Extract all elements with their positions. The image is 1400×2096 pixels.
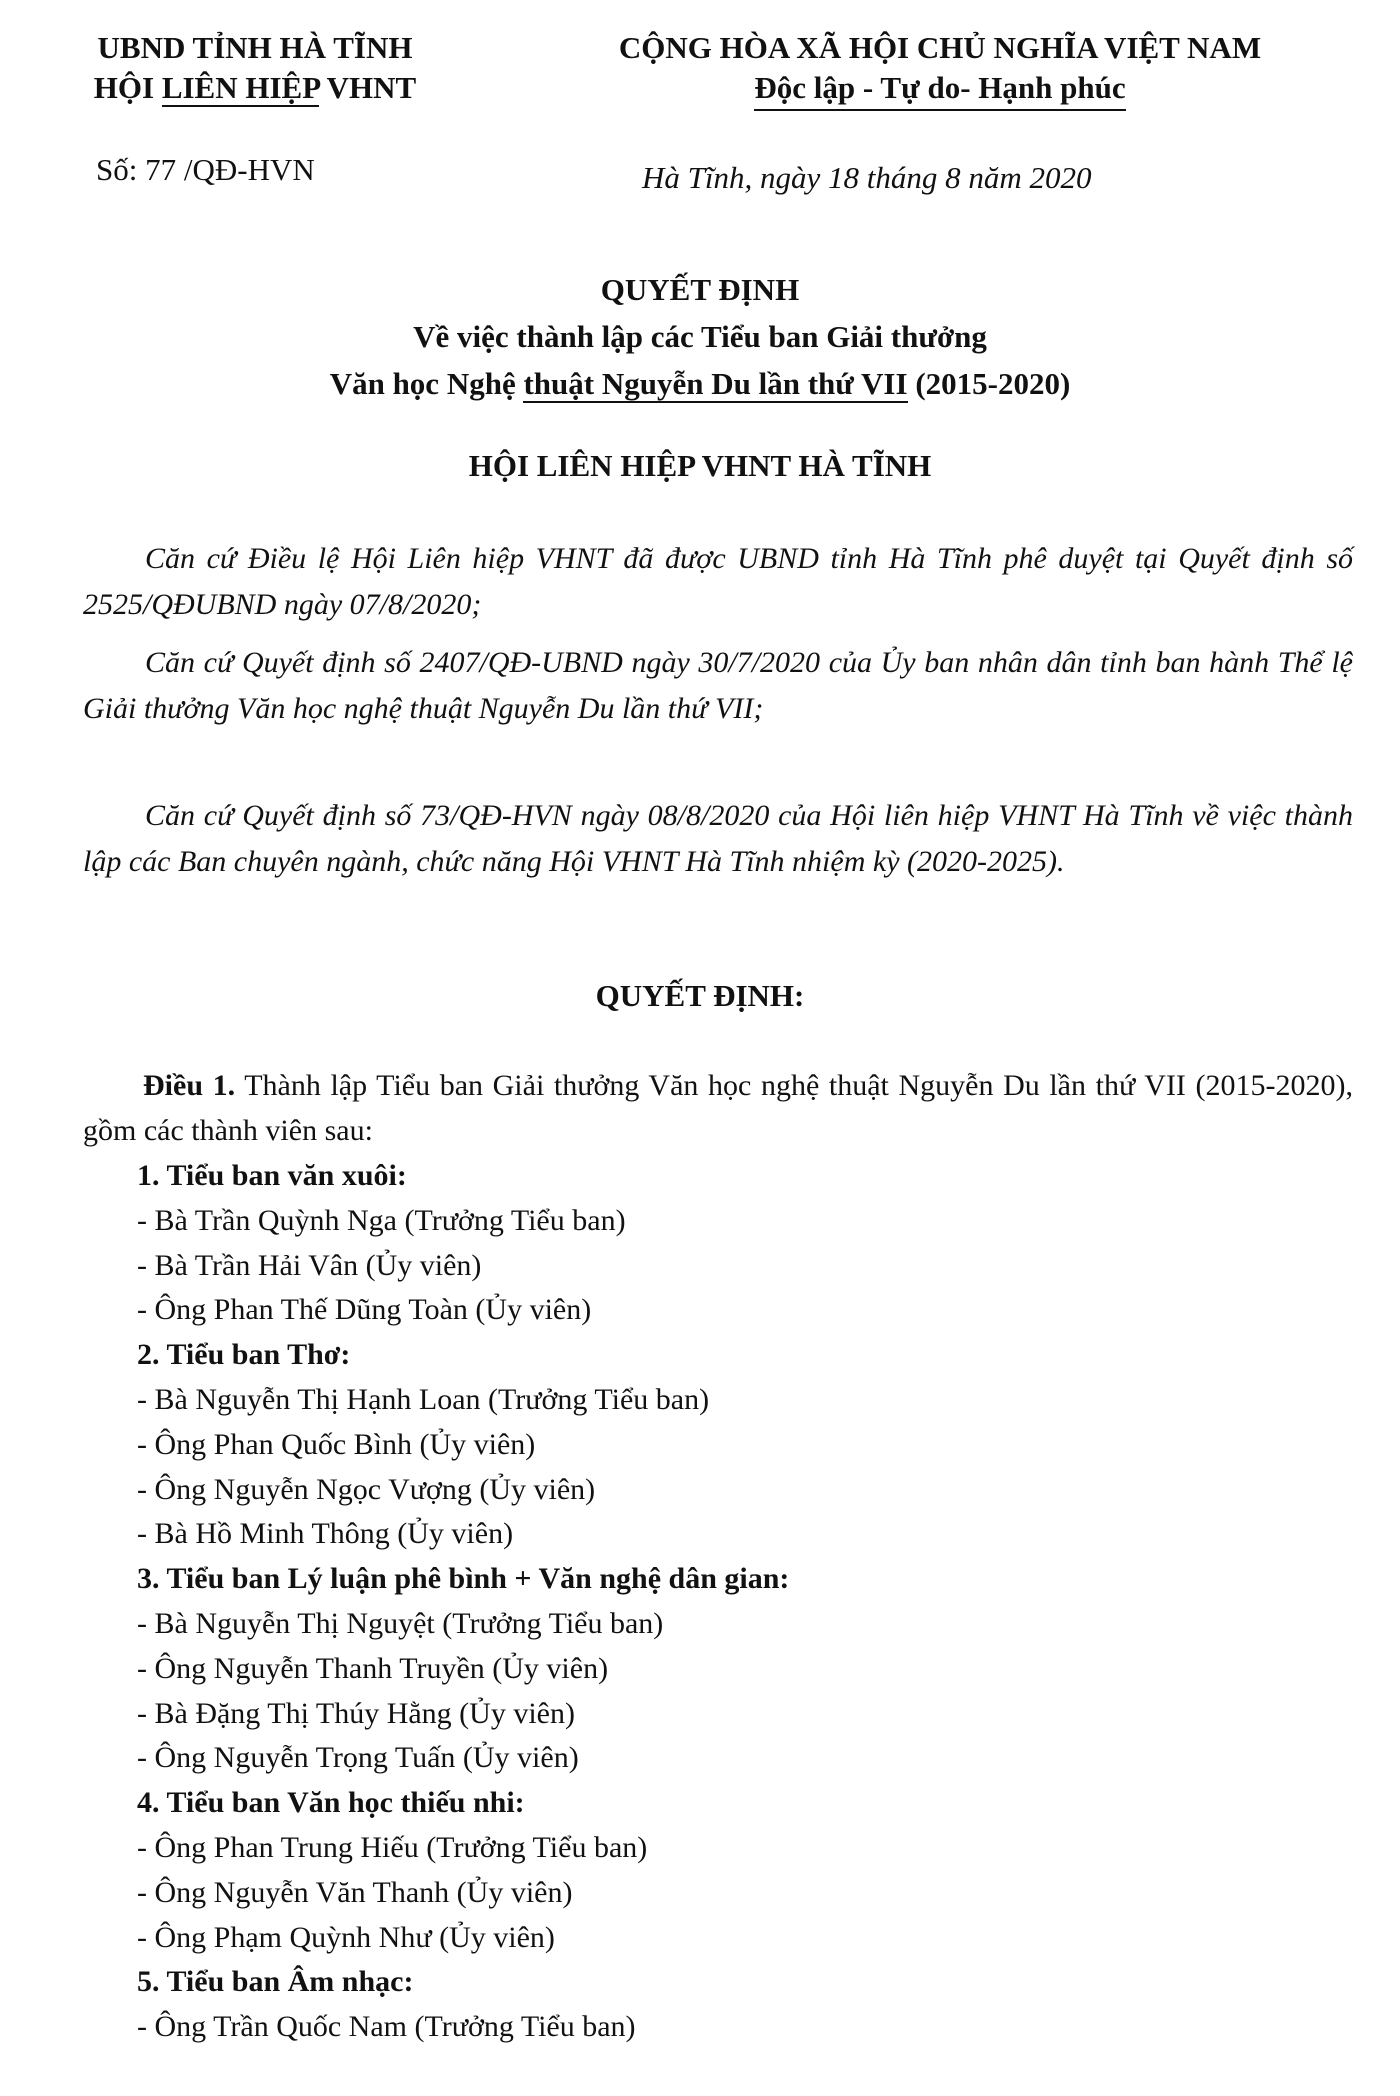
country-name: CỘNG HÒA XÃ HỘI CHỦ NGHĨA VIỆT NAM [618,30,1262,65]
member-item: - Bà Nguyễn Thị Hạnh Loan (Trưởng Tiểu ban) [137,1382,710,1416]
issuing-body [40,28,470,108]
member-item: - Ông Phạm Quỳnh Như (Ủy viên) [137,1920,555,1954]
subject-post: (2015-2020) [907,366,1071,401]
member-item: - Ông Phan Trung Hiếu (Trưởng Tiểu ban) [137,1830,648,1864]
member-item: - Bà Hồ Minh Thông (Ủy viên) [137,1517,514,1551]
document-date: Hà Tĩnh, ngày 18 tháng 8 năm 2020 [642,160,1092,195]
member-item: - Ông Nguyễn Thanh Truyền (Ủy viên) [137,1651,609,1685]
national-motto [530,28,1350,108]
assoc-post: VHNT [319,70,417,105]
member-item: - Ông Nguyễn Văn Thanh (Ủy viên) [137,1875,573,1909]
subcommittee-title: 2. Tiểu ban Thơ: [137,1338,351,1372]
article-text: Thành lập Tiểu ban Giải thưởng Văn học nghệ thuật Nguyễn Du lần thứ VII (2015-2020), gồm các thành viên sau: [83,1069,1354,1147]
article-label: Điều 1. [143,1069,236,1102]
title-subject-1: Về việc thành lập các Tiểu ban Giải thưởng [413,319,987,354]
article-1 [83,1064,1353,1154]
association-name [40,68,470,108]
member-item: - Bà Đặng Thị Thúy Hằng (Ủy viên) [137,1696,575,1730]
preamble-1: Căn cứ Điều lệ Hội Liên hiệp VHNT đã được UBND tỉnh Hà Tĩnh phê duyệt tại Quyết định số 2525/QĐUBND ngày 07/8/2020; [83,542,1353,621]
subcommittee-title: 1. Tiểu ban văn xuôi: [137,1159,407,1192]
title-subject-2 [0,360,1400,407]
subject-underlined: thuật Nguyễn Du lần thứ VII [523,366,908,401]
member-item: - Bà Trần Quỳnh Nga (Trưởng Tiểu ban) [137,1203,626,1237]
assoc-pre: HỘI [93,70,162,105]
title-main: QUYẾT ĐỊNH [600,272,800,307]
preamble-2: Căn cứ Quyết định số 2407/QĐ-UBND ngày 30/7/2020 của Ủy ban nhân dân tỉnh ban hành Thể lệ Giải thưởng Văn học nghệ thuật Nguyễn Du lần thứ VII; [83,646,1353,725]
assoc-underlined: LIÊN HIỆP [161,70,320,105]
decision-heading: QUYẾT ĐỊNH: [595,978,805,1013]
preamble-3: Căn cứ Quyết định số 73/QĐ-HVN ngày 08/8/2020 của Hội liên hiệp VHNT Hà Tĩnh về việc thành lập các Ban chuyên ngành, chức năng Hội VHNT Hà Tĩnh nhiệm kỳ (2020-2025). [83,799,1353,878]
subcommittee-title: 5. Tiểu ban Âm nhạc: [137,1965,414,1999]
member-item: - Bà Trần Hải Vân (Ủy viên) [137,1248,482,1282]
member-item: - Ông Nguyễn Trọng Tuấn (Ủy viên) [137,1741,579,1775]
member-item: - Ông Phan Thế Dũng Toàn (Ủy viên) [137,1293,592,1327]
subcommittee-list [83,1154,1353,2050]
motto: Độc lập - Tự do- Hạnh phúc [754,70,1125,111]
member-item: - Ông Nguyễn Ngọc Vượng (Ủy viên) [137,1472,596,1506]
member-item: - Bà Nguyễn Thị Nguyệt (Trưởng Tiểu ban) [137,1606,664,1640]
subject-pre: Văn học Nghệ [329,366,524,401]
province-committee: UBND TỈNH HÀ TĨNH [97,30,413,65]
member-item: - Ông Trần Quốc Nam (Trưởng Tiểu ban) [137,2010,636,2044]
subcommittee-title: 4. Tiểu ban Văn học thiếu nhi: [137,1786,525,1820]
document-title [0,266,1400,407]
issuer-heading: HỘI LIÊN HIỆP VHNT HÀ TĨNH [468,448,932,483]
subcommittee-title: 3. Tiểu ban Lý luận phê bình + Văn nghệ dân gian: [137,1562,790,1596]
document-number: Số: 77 /QĐ-HVN [96,152,315,187]
member-item: - Ông Phan Quốc Bình (Ủy viên) [137,1427,536,1461]
